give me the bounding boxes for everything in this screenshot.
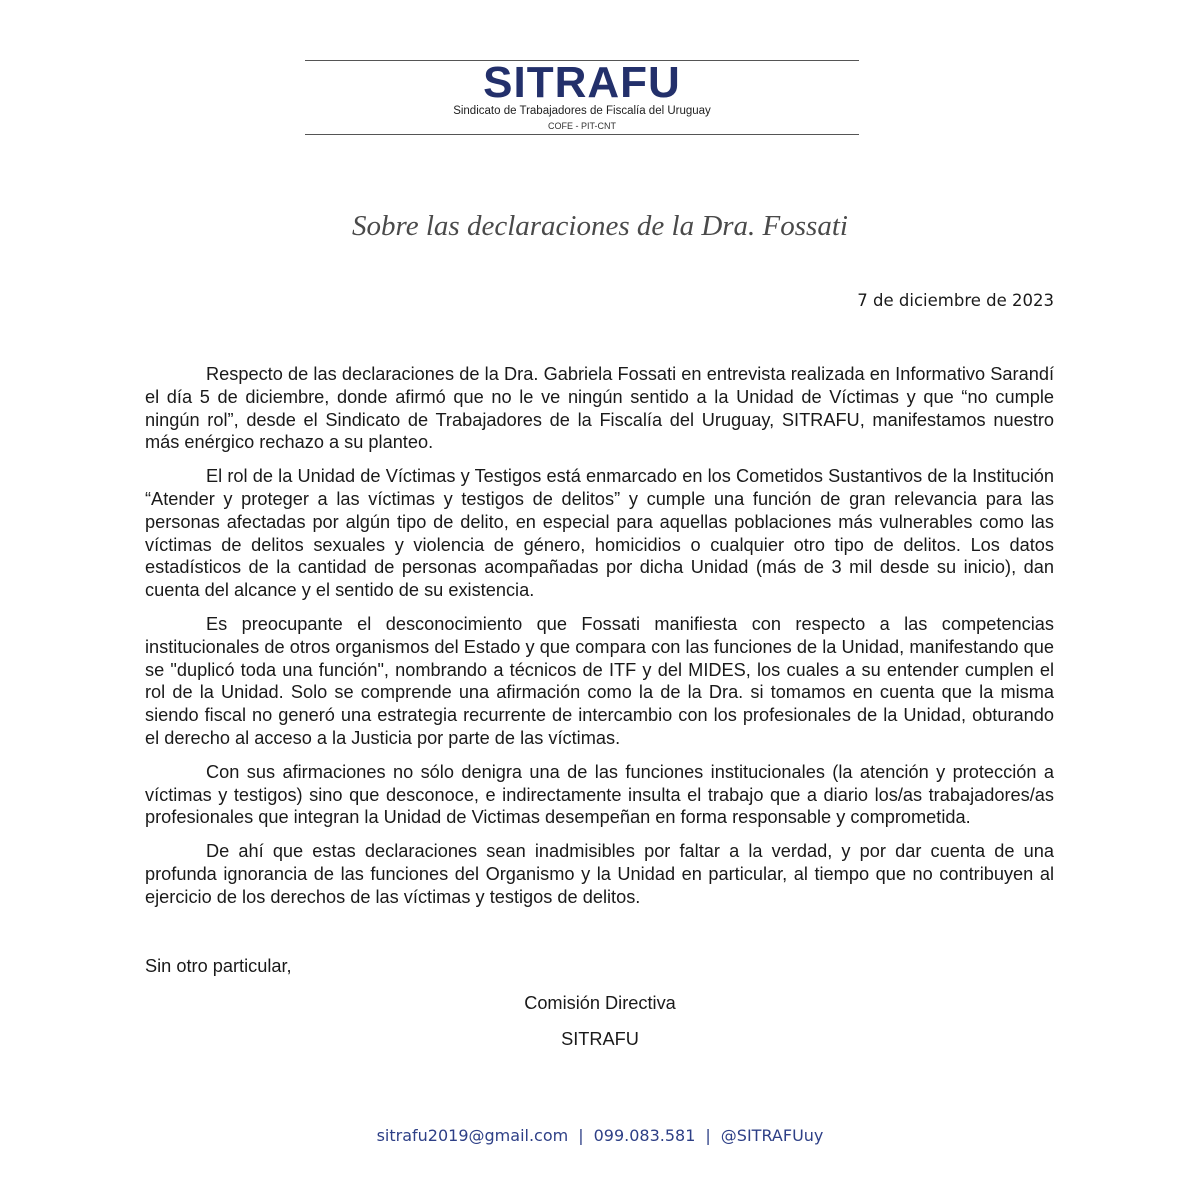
body-paragraph: De ahí que estas declaraciones sean inadmisibles por faltar a la verdad, y por dar cuenta de una profunda ignorancia de las funciones del Organismo y la Unidad en particular, al tiempo que no contribuyen al ejercicio de los derechos de las víctimas y testigos de delitos. [145,841,1054,907]
footer-social-handle: @SITRAFUuy [720,1126,824,1145]
org-affiliation: COFE - PIT-CNT [548,121,616,131]
body-paragraph: Es preocupante el desconocimiento que Fossati manifiesta con respecto a las competencias institucionales de otros organismos del Estado y que compara con las funciones de la Unidad, manifestando que se "duplicó toda una función", nombrando a técnicos de ITF y del MIDES, los cuales a su entender cumplen el rol de la Unidad. Solo se comprende una afirmación como la de la Dra. si tomamos en cuenta que la misma siendo fiscal no generó una estrategia recurrente de intercambio con los profesionales de la Unidad, obturando el derecho al acceso a la Justicia por parte de las víctimas. [145,613,1054,748]
org-logo-name: SITRAFU [483,58,681,107]
body-paragraph: El rol de la Unidad de Víctimas y Testigos está enmarcado en los Cometidos Sustantivos de la Institución “Atender y proteger a las víctimas y testigos de delitos” y cumple una función de gran relevancia para las personas afectadas por algún tipo de delito, en especial para aquellas poblaciones más vulnerables como las víctimas de delitos sexuales y violencia de género, homicidios o cualquier otro tipo de delitos. Los datos estadísticos de la cantidad de personas acompañadas por dicha Unidad (más de 3 mil desde su inicio), dan cuenta del alcance y el sentido de su existencia. [145,466,1054,601]
letterhead-bottom-rule [305,134,859,135]
letterhead [305,60,859,136]
closing-line: Sin otro particular, [145,956,292,976]
contact-footer [0,1126,1200,1145]
document-date: 7 de diciembre de 2023 [857,291,1054,310]
footer-separator: | [705,1126,711,1145]
footer-phone: 099.083.581 [593,1126,696,1145]
footer-separator: | [578,1126,584,1145]
body-paragraph: Con sus afirmaciones no sólo denigra una de las funciones institucionales (la atención y protección a víctimas y testigos) sino que desconoce, e indirectamente insulta el trabajo que a diario los/as trabajadores/as profesionales que integran la Unidad de Victimas desempeñan en forma responsable y comprometida. [145,761,1054,828]
body-paragraph: Respecto de las declaraciones de la Dra. Gabriela Fossati en entrevista realizada en Informativo Sarandí el día 5 de diciembre, donde afirmó que no le ve ningún sentido a la Unidad de Víctimas y que “no cumple ningún rol”, desde el Sindicato de Trabajadores de la Fiscalía del Uruguay, SITRAFU, manifestamos nuestro más enérgico rechazo a su planteo. [145,364,1054,453]
org-full-name: Sindicato de Trabajadores de Fiscalía del Uruguay [453,105,711,117]
document-body [145,363,1054,920]
signature-organization: SITRAFU [561,1029,639,1049]
document-title: Sobre las declaraciones de la Dra. Fossati [352,210,848,242]
footer-email: sitrafu2019@gmail.com [376,1126,569,1145]
signature-committee: Comisión Directiva [524,993,676,1013]
